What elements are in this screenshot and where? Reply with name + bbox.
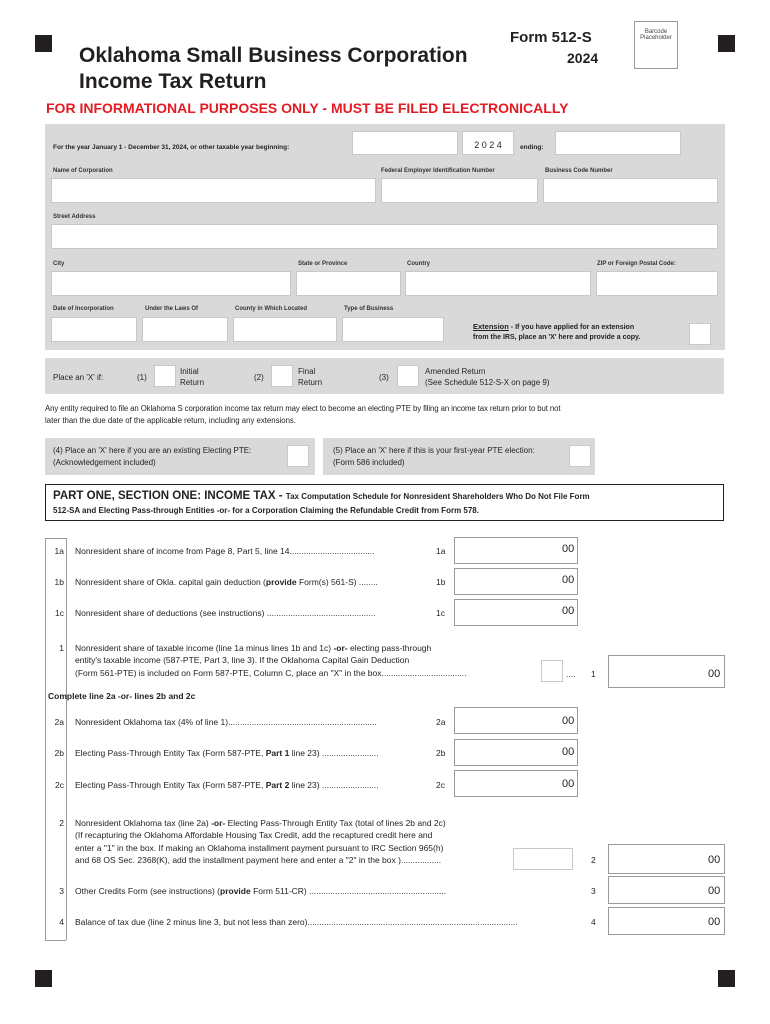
amended-return-checkbox[interactable] [397,365,419,387]
first-year-pte-label-1: (5) Place an 'X' here if this is your first-year PTE election: [333,446,535,455]
line-2-or: -or- [211,818,226,828]
zip-input[interactable] [596,271,718,296]
line-1-text-1a: Nonresident share of taxable income (line 1a minus lines 1b and 1c) [75,643,334,653]
line-2c-amount-input[interactable] [454,770,578,797]
line-1a-text: Nonresident share of income from Page 8, Part 5, line 14.................................... [75,546,375,556]
line-2c-text [75,780,379,790]
line-1-capital-gain-checkbox[interactable] [541,660,563,682]
line-1b-number: 1b [54,577,64,587]
line-1-dots: .... [566,669,576,679]
line-1-number: 1 [59,643,64,653]
existing-pte-box [45,438,315,475]
form-title-line2: Income Tax Return [79,70,267,93]
part-one-heading-bold: PART ONE, SECTION ONE: INCOME TAX [53,490,276,502]
line-3-text-a: Other Credits Form (see instructions) ( [75,886,221,896]
extension-text-2: from the IRS, place an 'X' here and provide a copy. [473,334,641,341]
first-year-pte-label-2: (Form 586 included) [333,458,405,467]
table-number-column [66,538,67,940]
line-4-cents: 00 [708,916,721,928]
line-2c-text-a: Electing Pass-Through Entity Tax (Form 587-PTE, [75,780,266,790]
line-2-cents: 00 [708,854,721,866]
line-2c-text-b: line 23) ........................ [289,780,379,790]
line-4-number: 4 [59,917,64,927]
incorporation-date-label: Date of Incorporation [53,306,114,312]
part-one-heading-rest: Tax Computation Schedule for Nonresident Shareholders Who Do Not File Form [285,492,590,501]
amended-return-label-2: (See Schedule 512-S-X on page 9) [425,378,550,387]
line-2a-amount-input[interactable] [454,707,578,734]
complete-line-2-note: Complete line 2a -or- lines 2b and 2c [48,691,196,701]
line-2b-text-a: Electing Pass-Through Entity Tax (Form 587-PTE, [75,748,266,758]
extension-text-1: - If you have applied for an extension [508,324,635,331]
line-2-text-1b: Electing Pass-Through Entity Tax (total of lines 2b and 2c) [225,818,446,828]
line-3-text [75,886,446,896]
line-2b-ref: 2b [436,748,446,758]
line-1b-text-a: Nonresident share of Okla. capital gain deduction ( [75,577,266,587]
business-code-label: Business Code Number [545,168,613,174]
line-1b-cents: 00 [562,574,575,586]
initial-return-label-2: Return [180,378,205,387]
street-address-label: Street Address [53,214,96,220]
line-1c-text: Nonresident share of deductions (see instructions) .............................................. [75,608,376,618]
line-1b-ref: 1b [436,577,446,587]
line-1c-amount-input[interactable] [454,599,578,626]
pte-intro-line1: Any entity required to file an Oklahoma S corporation income tax return may elect to become an electing PTE by filing an income tax return prior to but not [45,404,561,413]
line-2a-ref: 2a [436,717,446,727]
line-1-text-3: (Form 561-PTE) is included on Form 587-PTE, Column C, place an "X" in the box.................................... [75,668,467,678]
ending-date-input[interactable] [555,131,681,155]
line-2b-amount-input[interactable] [454,739,578,766]
registration-mark [35,35,52,52]
final-return-number: (2) [254,373,264,382]
state-label: State or Province [298,261,348,267]
state-input[interactable] [296,271,401,296]
line-3-bold: provide [220,886,251,896]
corporation-name-input[interactable] [51,178,376,203]
tax-year-value: 2 0 2 4 [474,140,502,150]
final-return-checkbox[interactable] [271,365,293,387]
line-2-text-2: (If recapturing the Oklahoma Affordable Housing Tax Credit, add the recaptured credit here and [75,830,433,840]
line-1a-amount-input[interactable] [454,537,578,564]
registration-mark [718,35,735,52]
line-2a-number: 2a [54,717,64,727]
extension-bold: Extension [473,322,509,331]
ending-label: ending: [520,144,544,151]
laws-of-input[interactable] [142,317,228,342]
line-2-text-1a: Nonresident Oklahoma tax (line 2a) [75,818,212,828]
line-2c-cents: 00 [562,778,575,790]
initial-return-number: (1) [137,373,147,382]
country-input[interactable] [405,271,591,296]
business-type-input[interactable] [342,317,444,342]
amended-return-label-1: Amended Return [425,367,486,376]
line-2-ref: 2 [591,855,596,865]
line-1b-amount-input[interactable] [454,568,578,595]
line-1a-cents: 00 [562,543,575,555]
line-1-text-1 [75,643,431,653]
line-1-or: -or- [333,643,348,653]
line-1-text-2: entity's taxable income (587-PTE, Part 3, line 3). If the Oklahoma Capital Gain Deduction [75,655,410,665]
line-2b-cents: 00 [562,746,575,758]
line-1c-ref: 1c [436,608,445,618]
corporation-name-label: Name of Corporation [53,168,113,174]
business-code-input[interactable] [543,178,718,203]
first-year-pte-box [323,438,595,475]
table-left-border [45,538,46,940]
part-one-heading-dash: - [275,490,286,502]
line-1b-text [75,577,378,587]
line-1a-number: 1a [54,546,64,556]
line-1a-ref: 1a [436,546,446,556]
beginning-date-input[interactable] [352,131,458,155]
line-1b-bold: provide [265,577,297,587]
extension-text [473,322,634,331]
line-2b-text [75,748,379,758]
form-number: Form 512-S [510,29,592,46]
part-one-heading [53,490,590,502]
country-label: Country [407,261,430,267]
line-2b-number: 2b [54,748,64,758]
pte-intro-line2: later than the due date of the applicable return, including any extensions. [45,416,296,425]
line-3-text-b: Form 511-CR) .......................................................... [250,886,447,896]
final-return-label-2: Return [298,378,323,387]
tax-year-label: For the year January 1 - December 31, 2024, or other taxable year beginning: [53,144,290,151]
city-label: City [53,261,65,267]
fein-label: Federal Employer Identification Number [381,168,495,174]
table-bottom-border [45,940,66,941]
registration-mark [718,970,735,987]
county-input[interactable] [233,317,337,342]
line-1c-number: 1c [55,608,64,618]
place-x-label: Place an 'X' if: [53,373,104,382]
existing-pte-label-1: (4) Place an 'X' here if you are an existing Electing PTE: [53,446,252,455]
street-address-input[interactable] [51,224,718,249]
barcode-placeholder [634,21,678,69]
final-return-label-1: Final [298,367,316,376]
first-year-pte-checkbox[interactable] [569,445,591,467]
initial-return-label-1: Initial [180,367,199,376]
county-label: County in Which Located [235,306,307,312]
line-2c-number: 2c [55,780,64,790]
existing-pte-checkbox[interactable] [287,445,309,467]
line-3-cents: 00 [708,885,721,897]
line-2-text-1 [75,818,446,828]
line-2-number: 2 [59,818,64,828]
line-1b-text-b: Form(s) 561-S) ........ [296,577,378,587]
zip-label: ZIP or Foreign Postal Code: [597,261,676,267]
form-title-line1: Oklahoma Small Business Corporation [79,44,468,67]
line-2-text-4: and 68 OS Sec. 2368(K), add the installment payment here and enter a "2" in the box )................. [75,855,442,865]
laws-of-label: Under the Laws Of [145,306,199,312]
line-4-ref: 4 [591,917,596,927]
existing-pte-label-2: (Acknowledgement included) [53,458,156,467]
line-1-ref: 1 [591,669,596,679]
fein-input[interactable] [381,178,538,203]
part-one-heading-2: 512-SA and Electing Pass-through Entities -or- for a Corporation Claiming the Refundable Credit from Form 578. [53,506,479,515]
incorporation-date-input[interactable] [51,317,137,342]
line-2b-bold: Part 1 [265,748,290,758]
city-input[interactable] [51,271,291,296]
barcode-label-2: Placeholder [640,35,672,41]
line-1-cents: 00 [708,668,721,680]
barcode-label-1: Barcode [644,29,668,35]
line-2a-cents: 00 [562,715,575,727]
table-top-border [45,538,66,539]
initial-return-checkbox[interactable] [154,365,176,387]
tax-year-field [462,131,514,155]
registration-mark [35,970,52,987]
form-year: 2024 [567,50,599,66]
informational-notice: FOR INFORMATIONAL PURPOSES ONLY - MUST BE FILED ELECTRONICALLY [46,100,569,116]
line-2c-ref: 2c [436,780,445,790]
line-1-text-1b: electing pass-through [347,643,432,653]
line-2c-bold: Part 2 [265,780,290,790]
line-2a-text: Nonresident Oklahoma tax (4% of line 1)............................................................... [75,717,377,727]
line-1c-cents: 00 [562,605,575,617]
extension-checkbox[interactable] [689,323,711,345]
business-type-label: Type of Business [344,306,394,312]
amended-return-number: (3) [379,373,389,382]
line-2b-text-b: line 23) ........................ [289,748,379,758]
line-2-code-box[interactable] [513,848,573,870]
line-3-ref: 3 [591,886,596,896]
line-3-number: 3 [59,886,64,896]
line-4-text: Balance of tax due (line 2 minus line 3, but not less than zero)......................................................................................... [75,917,518,927]
line-2-text-3: enter a "1" in the box. If making an Oklahoma installment payment pursuant to IRC Section 965(h) [75,843,444,853]
